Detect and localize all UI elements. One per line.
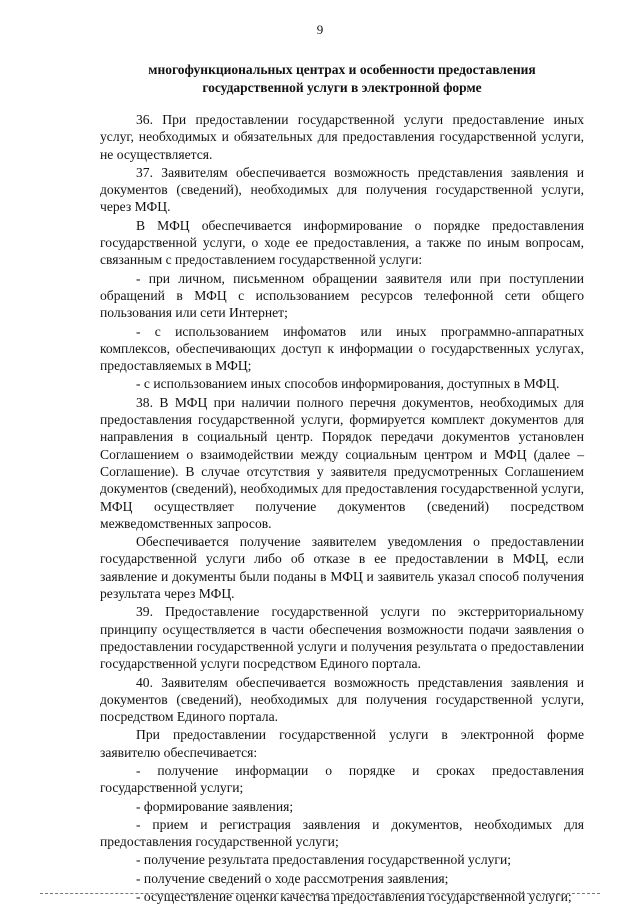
footer-divider: [40, 893, 600, 894]
document-body: [100, 111, 584, 906]
page-number: 9: [316, 22, 324, 37]
list-item: - формирование заявления;: [136, 798, 294, 814]
paragraph-notification: Обеспечивается получение заявителем уведомления о предоставлении государственной услуги либо об отказе в ее предоставлении в МФЦ, если заявление и документы были поданы в МФЦ и заявитель указал способ получения результата через МФЦ.: [100, 534, 584, 602]
list-item: - получение информации о порядке и сроках предоставления государственной услуги;: [100, 762, 584, 796]
list-item: - получение результата предоставления государственной услуги;: [136, 852, 512, 868]
list-item: - с использованием иных способов информирования, доступных в МФЦ.: [136, 376, 560, 392]
paragraph-36: 36. При предоставлении государственной услуги предоставление иных услуг, необходимых и обязательных для предоставления государственной услуги, не осуществляется.: [100, 112, 584, 162]
list-item: - осуществление оценки качества предоставления государственной услуги;: [136, 889, 572, 905]
paragraph-37: 37. Заявителям обеспечивается возможность представления заявления и документов (сведений), необходимых для получения государственной услуги, через МФЦ.: [100, 164, 584, 215]
paragraph-mfc-informing: В МФЦ обеспечивается информирование о порядке предоставления государственной услуги, о ходе ее предоставления, а также по иным вопросам, связанным с предоставлением государственной услуги:: [100, 217, 584, 268]
section-heading: многофункциональных центрах и особенности предоставления государственной услуги в электронной форме: [148, 62, 536, 95]
paragraph-39: 39. Предоставление государственной услуги по экстерриториальному принципу осуществляется в части обеспечения возможности подачи заявления о предоставлении государственной услуги и получения результата о предоставлении государственной услуги посредством Единого портала.: [100, 604, 584, 672]
paragraph-40: 40. Заявителям обеспечивается возможность представления заявления и документов (сведений), необходимых для получения государственной услуги, посредством Единого портала.: [100, 674, 584, 725]
list-item: - прием и регистрация заявления и документов, необходимых для предоставления государственной услуги;: [100, 816, 584, 850]
list-item: - получение сведений о ходе рассмотрения заявления;: [136, 870, 449, 886]
paragraph-electronic-form: При предоставлении государственной услуги в электронной форме заявителю обеспечивается:: [100, 727, 584, 760]
paragraph-38: 38. В МФЦ при наличии полного перечня документов, необходимых для предоставления государственной услуги, формируется комплект документов для направления в социальный центр. Порядок передачи документов установлен Соглашением о взаимодействии между социальным центром и МФЦ (далее – Соглашение). В случае отсутствия у заявителя предусмотренных Соглашением документов (сведений), необходимых для предоставления государственной услуги, МФЦ осуществляет получение документов (сведений) посредством межведомственных запросов.: [100, 394, 584, 531]
list-item: - при личном, письменном обращении заявителя или при поступлении обращений в МФЦ с использованием ресурсов телефонной сети общего пользования или сети Интернет;: [100, 270, 584, 321]
list-item: - с использованием инфоматов или иных программно-аппаратных комплексов, обеспечивающих доступ к информации о государственных услугах, предоставляемых в МФЦ;: [100, 323, 584, 374]
